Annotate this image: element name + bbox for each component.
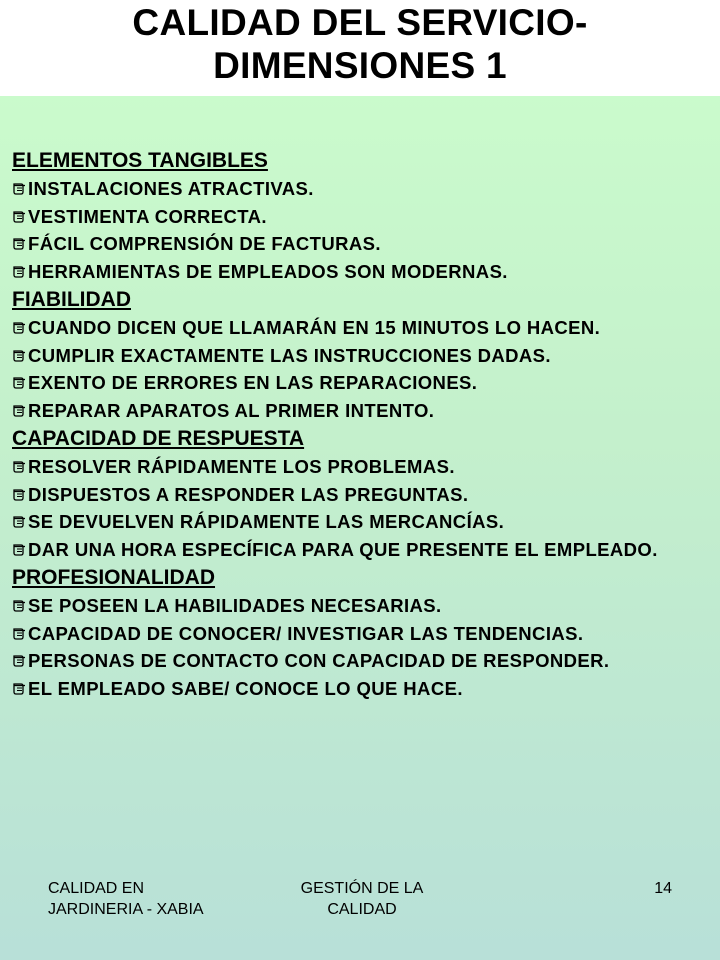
pointing-hand-icon	[12, 486, 26, 502]
slide-title	[0, 0, 720, 87]
slide-title-line-2: DIMENSIONES 1	[213, 45, 507, 86]
list-item-text: PERSONAS DE CONTACTO CON CAPACIDAD DE RESPONDER.	[28, 650, 610, 671]
list-item-text: EXENTO DE ERRORES EN LAS REPARACIONES.	[28, 372, 478, 393]
pointing-hand-icon	[12, 513, 26, 529]
list-item-text: HERRAMIENTAS DE EMPLEADOS SON MODERNAS.	[28, 260, 508, 282]
list-item	[12, 508, 702, 536]
list-item	[12, 592, 702, 620]
list-item-text: INSTALACIONES ATRACTIVAS.	[28, 178, 314, 199]
list-item	[12, 536, 702, 564]
list-item-text: CAPACIDAD DE CONOCER/ INVESTIGAR LAS TENDENCIAS.	[28, 622, 584, 644]
list-item-text: DISPUESTOS A RESPONDER LAS PREGUNTAS.	[28, 483, 469, 505]
section-heading: PROFESIONALIDAD	[12, 566, 216, 589]
list-item	[12, 203, 702, 231]
list-item	[12, 453, 702, 481]
list-item	[12, 258, 702, 286]
section-heading: CAPACIDAD DE RESPUESTA	[12, 427, 305, 450]
list-item	[12, 369, 702, 397]
list-item-text: SE POSEEN LA HABILIDADES NECESARIAS.	[28, 595, 442, 616]
pointing-hand-icon	[12, 374, 26, 390]
list-item	[12, 342, 702, 370]
footer-center: GESTIÓN DE LA CALIDAD	[300, 880, 424, 918]
list-item	[12, 175, 702, 203]
section-heading: ELEMENTOS TANGIBLES	[12, 149, 268, 172]
pointing-hand-icon	[12, 347, 26, 363]
list-item-text: SE DEVUELVEN RÁPIDAMENTE LAS MERCANCÍAS.	[28, 511, 505, 532]
list-item-text: CUANDO DICEN QUE LLAMARÁN EN 15 MINUTOS LO HACEN.	[28, 317, 601, 338]
list-item	[12, 397, 702, 425]
pointing-hand-icon	[12, 458, 26, 474]
footer-left: CALIDAD EN JARDINERIA - XABIA	[48, 880, 204, 918]
list-item	[12, 675, 702, 703]
pointing-hand-icon	[12, 541, 26, 557]
pointing-hand-icon	[12, 319, 26, 335]
list-item-text: CUMPLIR EXACTAMENTE LAS INSTRUCCIONES DADAS.	[28, 344, 551, 366]
list-item	[12, 647, 702, 675]
pointing-hand-icon	[12, 180, 26, 196]
pointing-hand-icon	[12, 263, 26, 279]
pointing-hand-icon	[12, 625, 26, 641]
list-item-text: FÁCIL COMPRENSIÓN DE FACTURAS.	[28, 233, 381, 254]
list-item-text: RESOLVER RÁPIDAMENTE LOS PROBLEMAS.	[28, 456, 455, 477]
list-item	[12, 314, 702, 342]
list-item	[12, 481, 702, 509]
list-item-text: REPARAR APARATOS AL PRIMER INTENTO.	[28, 399, 435, 421]
pointing-hand-icon	[12, 597, 26, 613]
slide-body	[12, 146, 702, 702]
list-item	[12, 620, 702, 648]
pointing-hand-icon	[12, 402, 26, 418]
pointing-hand-icon	[12, 235, 26, 251]
page-number: 14	[654, 880, 672, 897]
title-bar	[0, 0, 720, 96]
pointing-hand-icon	[12, 680, 26, 696]
slide-title-line-1: CALIDAD DEL SERVICIO-	[132, 2, 588, 43]
pointing-hand-icon	[12, 208, 26, 224]
list-item-text: EL EMPLEADO SABE/ CONOCE LO QUE HACE.	[28, 677, 463, 699]
section-heading: FIABILIDAD	[12, 288, 131, 311]
list-item-text: VESTIMENTA CORRECTA.	[28, 205, 267, 227]
list-item-text: DAR UNA HORA ESPECÍFICA PARA QUE PRESENTE EL EMPLEADO.	[28, 538, 658, 560]
pointing-hand-icon	[12, 652, 26, 668]
list-item	[12, 230, 702, 258]
